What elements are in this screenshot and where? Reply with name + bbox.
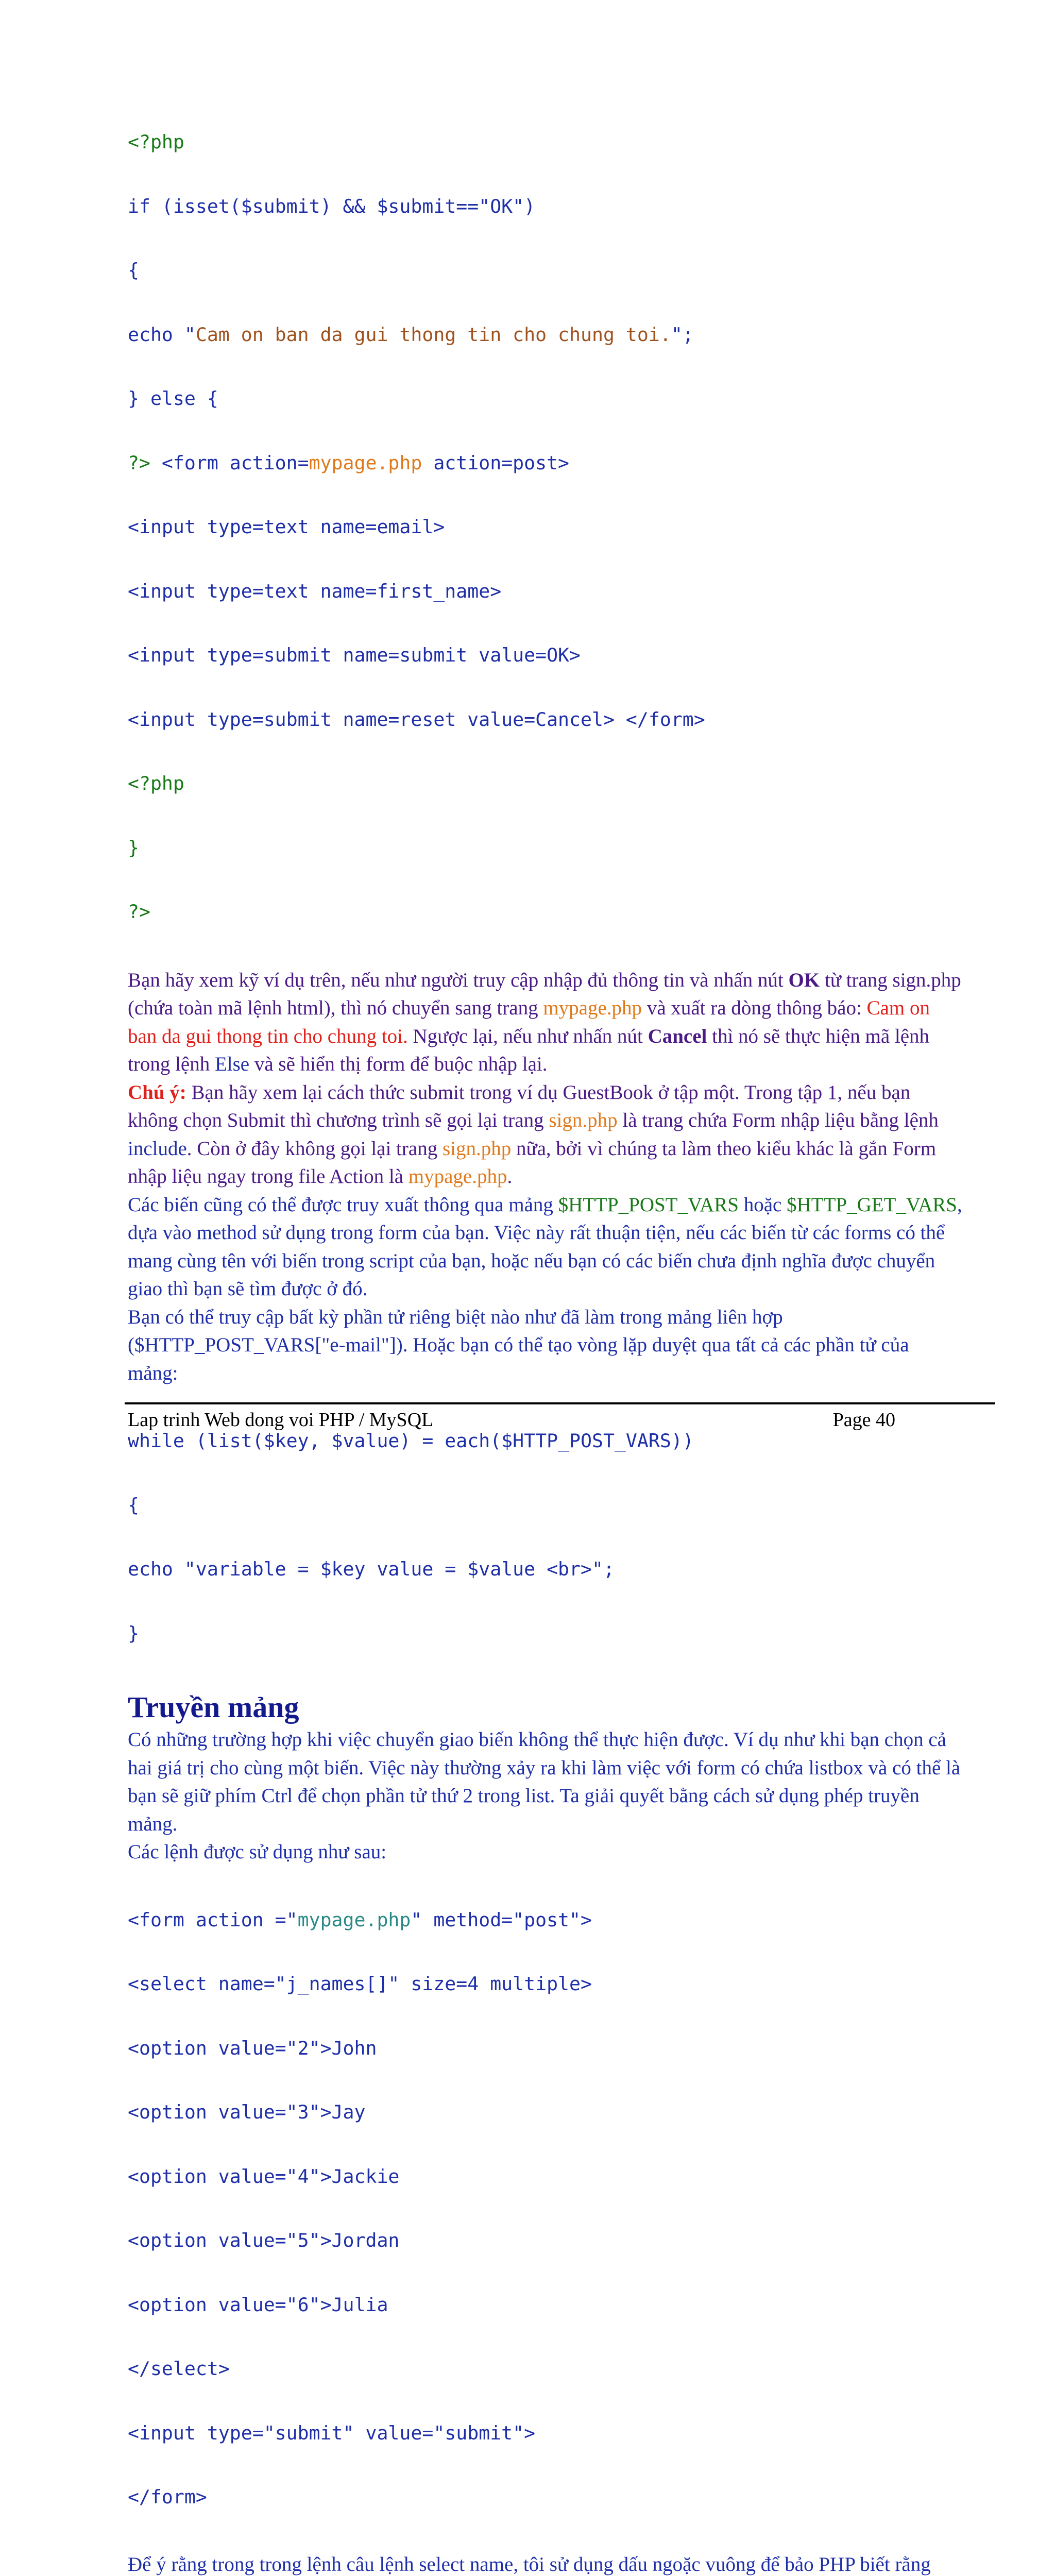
- code-line: echo "Cam on ban da gui thong tin cho chung toi.";: [128, 324, 962, 346]
- code-line: ?> <form action=mypage.php action=post>: [128, 452, 962, 474]
- code-line: {: [128, 1495, 962, 1516]
- code-line: if (isset($submit) && $submit=="OK"): [128, 196, 962, 217]
- code-line: <input type="submit" value="submit">: [128, 2422, 962, 2444]
- code-line: <input type=text name=first_name>: [128, 581, 962, 602]
- paragraph-access: Bạn có thể truy cập bất kỳ phần tử riêng biệt nào như đã làm trong mảng liên hợp ($HTTP_POST_VARS["e-mail"]). Hoặc bạn có thể tạo vòng lặp duyệt qua tất cả các phần tử của mảng:: [128, 1303, 962, 1388]
- page-footer: [128, 1408, 895, 1432]
- body-text: [128, 967, 962, 1388]
- paragraph-brackets: Để ý rằng trong trong lệnh câu lệnh select name, tôi sử dụng dấu ngoặc vuông để bảo PHP biết rằng: [128, 2551, 962, 2576]
- body-text-section: [128, 1726, 962, 1867]
- footer-divider: [125, 1402, 995, 1404]
- code-block-select-form: [128, 1867, 962, 2551]
- code-line: }: [128, 837, 962, 859]
- echo-string: Cam on ban da gui thong tin cho chung toi.: [196, 324, 671, 346]
- code-line: } else {: [128, 388, 962, 410]
- page-number: Page 40: [833, 1408, 895, 1432]
- page-content: [128, 89, 962, 2576]
- code-line: {: [128, 260, 962, 281]
- code-line: }: [128, 1623, 962, 1645]
- code-line: ?>: [128, 901, 962, 923]
- code-line: <input type=submit name=reset value=Cancel> </form>: [128, 709, 962, 731]
- code-line: <form action ="mypage.php" method="post">: [128, 1909, 962, 1931]
- code-line: <option value="2">John: [128, 2038, 962, 2059]
- code-line: <option value="5">Jordan: [128, 2230, 962, 2251]
- code-line: while (list($key, $value) = each($HTTP_POST_VARS)): [128, 1430, 962, 1452]
- body-text-closing: [128, 2551, 962, 2576]
- code-line: <?php: [128, 773, 962, 794]
- code-line: echo "variable = $key value = $value <br>";: [128, 1558, 962, 1580]
- code-line: <option value="4">Jackie: [128, 2166, 962, 2188]
- paragraph-note: Chú ý: Bạn hãy xem lại cách thức submit trong ví dụ GuestBook ở tập một. Trong tập 1, nếu bạn không chọn Submit thì chương trình sẽ gọi lại trang sign.php là trang chứa Form nhập liệu bằng lệnh include. Còn ở đây không gọi lại trang sign.php nữa, bởi vì chúng ta làm theo kiểu khác là gắn Form nhập liệu ngay trong file Action là mypage.php.: [128, 1079, 962, 1191]
- code-block-while-loop: [128, 1387, 962, 1687]
- code-line: <option value="6">Julia: [128, 2294, 962, 2316]
- code-line: <input type=text name=email>: [128, 516, 962, 538]
- code-line: <option value="3">Jay: [128, 2102, 962, 2123]
- code-line: <input type=submit name=submit value=OK>: [128, 645, 962, 666]
- note-label: Chú ý:: [128, 1081, 186, 1104]
- section-heading: Truyền mảng: [128, 1689, 962, 1726]
- paragraph-array-intro: Có những trường hợp khi việc chuyển giao biến không thể thực hiện được. Ví dụ như khi bạn chọn cả hai giá trị cho cùng một biến. Việc này thường xảy ra khi làm việc với form có chứa listbox và có thể là bạn sẽ giữ phím Ctrl để chọn phần tử thứ 2 trong list. Ta giải quyết bằng cách sử dụng phép truyền mảng.: [128, 1726, 962, 1838]
- code-line: <?php: [128, 131, 962, 153]
- code-line: </form>: [128, 2486, 962, 2508]
- code-block-php-form: [128, 89, 962, 965]
- paragraph-http-vars: Các biến cũng có thể được truy xuất thông qua mảng $HTTP_POST_VARS hoặc $HTTP_GET_VARS, dựa vào method sử dụng trong form của bạn. Việc này rất thuận tiện, nếu các biến từ các forms có thể mang cùng tên với biến trong script của bạn, hoặc nếu bạn có các biến chưa định nghĩa được chuyển giao thì bạn sẽ tìm được ở đó.: [128, 1191, 962, 1303]
- code-line: <select name="j_names[]" size=4 multiple>: [128, 1973, 962, 1995]
- footer-title: Lap trinh Web dong voi PHP / MySQL: [128, 1408, 433, 1432]
- code-line: </select>: [128, 2358, 962, 2380]
- paragraph-commands: Các lệnh được sử dụng như sau:: [128, 1838, 962, 1867]
- paragraph-explanation: Bạn hãy xem kỹ ví dụ trên, nếu như người truy cập nhập đủ thông tin và nhấn nút OK từ trang sign.php (chứa toàn mã lệnh html), thì nó chuyển sang trang mypage.php và xuất ra dòng thông báo: Cam on ban da gui thong tin cho chung toi. Ngược lại, nếu như nhấn nút Cancel thì nó sẽ thực hiện mã lệnh trong lệnh Else và sẽ hiển thị form để buộc nhập lại.: [128, 967, 962, 1079]
